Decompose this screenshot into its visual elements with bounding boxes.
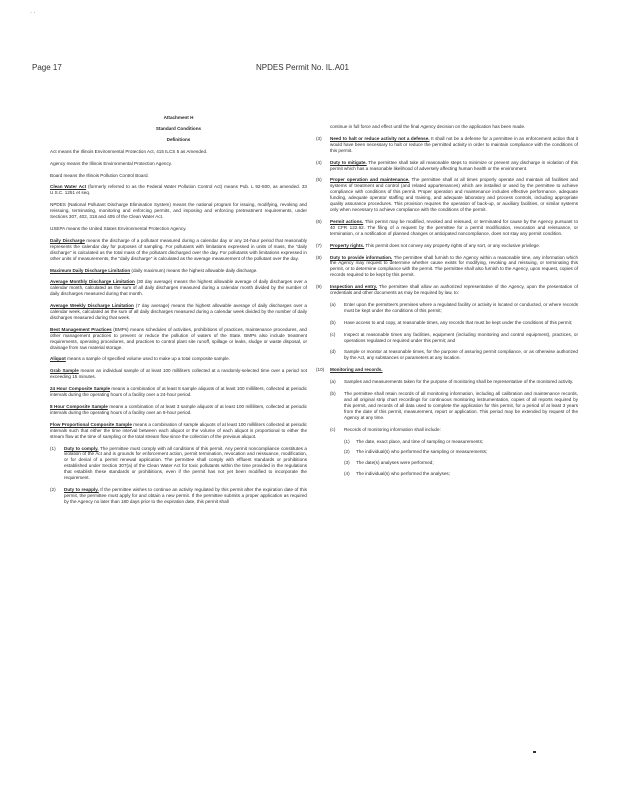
standard-conditions-title: Standard Conditions	[155, 125, 202, 131]
stray-mark	[533, 751, 536, 753]
item-text	[356, 460, 578, 466]
condition-item	[330, 332, 578, 344]
definition-term: Clean Water Act	[50, 184, 87, 190]
item-text	[344, 379, 578, 385]
definition-paragraph	[50, 327, 307, 351]
item-text	[330, 136, 578, 154]
item-body: The permittee shall at all times properly operate and maintain all facilities and systems of treatment and control (and related appurtenances) which are installed or used by the permittee to achieve compliance with conditions of this permit. Proper operation and maintenance includes effective performance, adequate funding, adequate operator staffing and training, and adequate laboratory and process controls, including appropriate quality assurance procedures. This provision requires the operation of back-up, or auxiliary facilities, or similar systems only when necessary to achieve compliance with the conditions of the permit.	[330, 177, 578, 212]
item-body: Have access to and copy, at reasonable times, any records that must be kept under the conditions of this permit;	[344, 319, 573, 325]
item-body: If the permittee wishes to continue an activity regulated by this permit after the expiration date of this permit, the permittee must apply for and obtain a new permit. If the permittee submits a proper application as required by the Agency no later than 180 days prior to the expiration date, this permit shall	[64, 486, 307, 504]
monitoring-heading: Monitoring and records.	[330, 367, 383, 373]
definition-paragraph	[50, 422, 307, 440]
item-number: (a)	[330, 301, 336, 307]
item-text	[330, 243, 578, 249]
item-body: The individual(s) who performed the sampling or measurements;	[356, 449, 488, 455]
item-body: The permittee shall take all reasonable steps to minimize or prevent any discharge in violation of this permit which has a reasonable likelihood of adversely affecting human health or the environment.	[330, 159, 578, 171]
item-title: Duty to reapply.	[64, 486, 99, 492]
definition-text: (30 day average) means the highest allowable average of daily discharges over a calendar month, calculated as the sum of all daily discharges measured during a calendar month divided by the number of daily discharges measured during that month.	[50, 279, 307, 297]
condition-item	[344, 449, 578, 455]
item-text	[356, 471, 578, 477]
definitions-list	[50, 149, 307, 440]
item-text	[64, 487, 307, 505]
item-body: The permittee shall allow an authorized representative of the Agency, upon the presentation of credentials and other documents as may be required by law, to:	[330, 284, 578, 296]
conditions-list-right	[316, 136, 578, 296]
item-number: (2)	[344, 449, 350, 455]
page-label: Page 17	[32, 63, 62, 72]
item-title: Inspection and entry.	[330, 284, 378, 290]
condition-item	[330, 349, 578, 361]
condition-item	[316, 177, 578, 212]
item-body: The individual(s) who performed the analyses;	[356, 471, 450, 477]
item-body: Sample or monitor at reasonable times, for the purpose of assuring permit compliance, or as otherwise authorized by the Act, any substances or parameters at any location.	[344, 349, 578, 361]
item-number: (5)	[316, 177, 322, 183]
permit-number: NPDES Permit No. IL.A01	[256, 63, 349, 72]
item-body: Samples and measurements taken for the purpose of monitoring shall be representative of the monitored activity.	[344, 379, 574, 385]
item-text	[344, 302, 578, 314]
definition-paragraph	[50, 268, 307, 274]
condition-item	[344, 439, 578, 445]
item-text	[356, 449, 578, 455]
item-body: This permit does not convey any property rights of any sort, or any exclusive privilege.	[364, 242, 541, 248]
condition-item	[330, 391, 578, 421]
definition-paragraph	[50, 161, 307, 167]
condition-item	[316, 219, 578, 237]
corner-mark: · ·	[30, 10, 36, 16]
item-body: It shall not be a defense for a permittee in an enforcement action that it would have been necessary to halt or reduce the permitted activity in order to maintain compliance with the conditions of this permit.	[330, 135, 578, 153]
definition-text: means a combination of sample aliquots of at least 100 milliliters collected at periodic intervals such that either the time interval between each aliquot or the volume of each aliquot is proportional to either the stream flow at the time of sampling or the total stream flow since the collection of the previous aliquot.	[50, 421, 307, 439]
condition-item	[344, 460, 578, 466]
definition-term: Best Management Practices	[50, 326, 112, 332]
condition-item	[50, 487, 307, 505]
condition-item	[330, 302, 578, 314]
item-number: (4)	[316, 159, 322, 165]
item-body: The date, exact place, and time of sampling or measurements;	[356, 438, 484, 444]
item-text	[344, 320, 578, 326]
item-number: (9)	[316, 284, 322, 290]
inspection-items-list	[316, 302, 578, 361]
condition-item	[316, 255, 578, 279]
item-number: (b)	[330, 319, 336, 325]
item-title: Need to halt or reduce activity not a defense.	[330, 135, 430, 141]
right-column	[316, 124, 578, 482]
definition-term: Average Weekly Discharge Limitation	[50, 303, 134, 309]
definition-paragraph	[50, 279, 307, 297]
item-number: (8)	[316, 254, 322, 260]
item-text	[330, 219, 578, 237]
item-number: (c)	[330, 426, 336, 432]
attachment-title: Attachment H	[163, 115, 194, 120]
definition-text: USEPA means the United States Environmental Protection Agency.	[50, 225, 187, 231]
definition-term: Daily Discharge	[50, 237, 85, 243]
item-number: (10)	[316, 367, 325, 373]
definition-term: 24 Hour Composite Sample	[50, 386, 111, 392]
definition-paragraph	[50, 184, 307, 196]
item-text	[330, 284, 578, 296]
definition-term: Maximum Daily Discharge Limitation	[50, 267, 131, 273]
definition-text: means a sample of specified volume used to make up a total composite sample.	[65, 356, 231, 362]
definition-paragraph	[50, 386, 307, 398]
item-text	[344, 349, 578, 361]
condition-item	[50, 446, 307, 481]
definition-text: (BMPs) means schedules of activities, prohibitions of practices, maintenance procedures, and other management practices to prevent or reduce the pollution of waters of the State. BMPs also include treatment requirements, operating procedures, and practices to control plant site runoff, spillage or leaks, sludge or waste disposal, or drainage from raw material storage.	[50, 326, 307, 350]
definition-text: means a combination of at least 8 sample aliquots of at least 100 milliliters, collected at periodic intervals during the operating hours of a facility over a 24-hour period.	[50, 386, 308, 398]
record-items-list	[316, 439, 578, 478]
definition-paragraph	[50, 173, 307, 179]
item-body: Records of monitoring information shall include:	[344, 426, 441, 432]
item-text	[330, 255, 578, 279]
item-title: Duty to comply.	[64, 445, 99, 451]
item-number: (4)	[344, 471, 350, 477]
item-text	[344, 332, 578, 344]
item-body: The permittee shall retain records of all monitoring information, including all calibration and maintenance records, and all original strip chart recordings for continuous monitoring instrumentation, copies of all reports required by this permit, and records of all data used to complete the application for this permit, for a period of at least 3 years from the date of this permit, measurement, report or application. This period may be extended by request of the Agency at any time.	[344, 391, 578, 420]
definition-term: Average Monthly Discharge Limitation	[50, 279, 135, 285]
condition-item	[330, 320, 578, 326]
item-number: (3)	[316, 135, 322, 141]
item-body: The permittee shall furnish to the Agency within a reasonable time, any information which the Agency may request to determine whether cause exists for modifying, revoking and reissuing, or terminating this permit, or to determine compliance with the permit. The permittee shall also furnish to the Agency, upon request, copies of records required to be kept by this permit.	[330, 254, 578, 278]
item-body: Enter upon the permittee's premises where a regulated facility or activity is located or conducted, or where records must be kept under the conditions of this permit;	[344, 301, 578, 313]
definition-paragraph	[50, 149, 307, 155]
definition-text: (daily maximum) means the highest allowable daily discharge.	[130, 267, 258, 273]
definition-text: NPDES (National Pollutant Discharge Elimination System) means the national program for issuing, modifying, revoking and reissuing, terminating, monitoring and enforcing permits, and imposing and enforcing pretreatment requirements, under Sections 307, 402, 318 and 405 of the Clean Water Act.	[50, 202, 307, 220]
item-text	[64, 446, 307, 481]
item-number: (a)	[330, 379, 336, 385]
condition-item	[330, 427, 578, 433]
item-title: Proper operation and maintenance.	[330, 177, 410, 183]
definition-text: (7 day average) means the highest allowable average of daily discharges over a calendar week, calculated as the sum of all daily discharges measured during a calendar week divided by the number of daily discharges measured during that week.	[50, 303, 307, 320]
conditions-list-left	[50, 446, 307, 505]
definition-paragraph	[50, 368, 307, 380]
condition-item	[316, 136, 578, 154]
condition-item	[316, 243, 578, 249]
condition-item	[344, 471, 578, 477]
definition-paragraph	[50, 303, 307, 321]
definition-term: Flow Proportional Composite Sample	[50, 421, 132, 427]
definition-text: Agency means the Illinois Environmental Protection Agency.	[50, 160, 172, 166]
item-number: (1)	[50, 445, 56, 451]
definitions-heading: Definitions	[166, 136, 191, 142]
item-number: (7)	[316, 242, 322, 248]
item-number: (d)	[330, 349, 336, 355]
definition-paragraph	[50, 202, 307, 220]
item-title: Property rights.	[330, 242, 365, 248]
item-title: Duty to provide information.	[330, 254, 393, 260]
item-number: (3)	[344, 460, 350, 466]
monitoring-items-list	[316, 379, 578, 432]
item-text	[344, 427, 578, 433]
definition-text: Board means the Illinois Pollution Control Board.	[50, 172, 149, 178]
item-body: The date(s) analyses were performed;	[356, 460, 434, 466]
item-number: (1)	[344, 438, 350, 444]
item-body: Inspect at reasonable times any facilities, equipment (including monitoring and control equipment), practices, or operations regulated or required under this permit; and	[344, 331, 578, 343]
definition-text: means a combination of at least 3 sample aliquots of at least 100 milliliters, collected at periodic intervals during the operating hours of a facility over an 8-hour period.	[50, 404, 307, 415]
item-text	[330, 177, 578, 212]
definition-text: (formerly referred to as the Federal Water Pollution Control Act) means Pub. L 92-500, as amended. 33 U.S.C. 1251 et seq.	[50, 184, 307, 196]
item-number: (2)	[50, 486, 56, 492]
item-body: The permittee must comply with all conditions of this permit. Any permit noncompliance constitutes a violation of the Act and is grounds for enforcement action, permit termination, revocation and reissuance, modification, or for denial of a permit renewal application. The permittee shall comply with effluent standards or prohibitions established under Section 307(a) of the Clean Water Act for toxic pollutants within the time provided in the regulations that establish these standards or prohibitions, even if the permit has not yet been modified to incorporate the requirement.	[64, 445, 307, 481]
condition-item	[316, 160, 578, 172]
definition-paragraph	[50, 356, 307, 362]
condition-item	[316, 284, 578, 296]
item-text	[356, 439, 578, 445]
item-body: This permit may be modified, revoked and reissued, or terminated for cause by the Agency pursuant to 40 CFR 122.62. The filing of a request by the permittee for a permit modification, revocation and reissuance, or termination, or a notification of planned changes or anticipated noncompliance, does not stay any permit condition.	[330, 218, 578, 236]
condition-item	[330, 379, 578, 385]
item-text	[344, 391, 578, 421]
item-number: (6)	[316, 218, 322, 224]
definition-paragraph	[50, 238, 307, 262]
definition-term: Grab Sample	[50, 368, 79, 374]
item-number: (c)	[330, 331, 336, 337]
definition-text: means the discharge of a pollutant measured during a calendar day or any 24-hour period that reasonably represents the calendar day for purposes of sampling. For pollutants with limitations expressed in units of mass, the "daily discharge" is calculated as the total mass of the pollutant discharged over the day. For pollutants with limitations expressed in other units of measurements, the "daily discharge" is calculated as the average measurement of the pollutant over the day.	[50, 237, 307, 261]
item-title: Permit actions.	[330, 218, 364, 224]
item-number: (b)	[330, 391, 336, 397]
continuation-text: continue in full force and effect until the final Agency decision on the application has been made.	[330, 124, 526, 129]
definition-term: 8 Hour Composite Sample	[50, 404, 108, 409]
monitoring-heading-item	[316, 367, 578, 373]
definition-term: Aliquot	[50, 356, 66, 362]
definition-paragraph	[50, 226, 307, 232]
definition-text: Act means the Illinois Environmental Protection Act, 415 ILCS 5 as Amended.	[50, 148, 208, 154]
item-title: Duty to mitigate.	[330, 159, 367, 165]
left-column	[50, 115, 307, 511]
definition-paragraph	[50, 404, 307, 416]
item-text	[330, 160, 578, 172]
definition-text: means an individual sample of at least 100 milliliters collected at a randomly-selected time over a period not exceeding 15 minutes.	[50, 368, 307, 380]
